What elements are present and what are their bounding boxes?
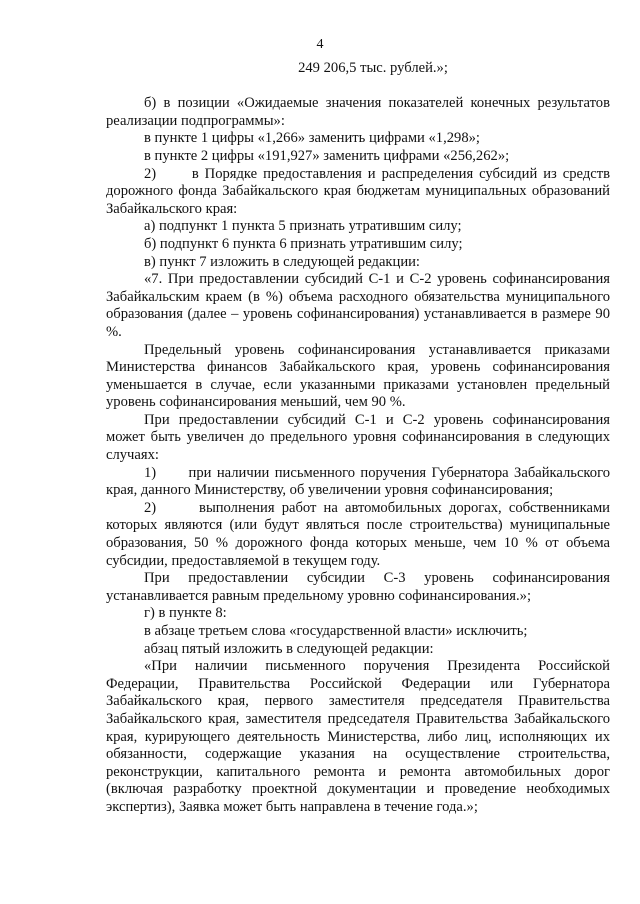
paragraph-b-position: б) в позиции «Ожидаемые значения показателей конечных результатов реализации подпрограммы»: bbox=[106, 95, 610, 129]
paragraph-clause-7: «7. При предоставлении субсидий С-1 и С-2 уровень софинансирования Забайкальским краем (в %) объема расходного обязательства муниципального образования (далее – уровень софинансирования) устанавливается в размере 90 %. bbox=[106, 271, 610, 340]
paragraph-subitem-v: в) пункт 7 изложить в следующей редакции: bbox=[144, 253, 420, 270]
paragraph-amount: 249 206,5 тыс. рублей.»; bbox=[298, 60, 448, 76]
paragraph-subitem-b: б) подпункт 6 пункта 6 признать утратившим силу; bbox=[144, 235, 463, 252]
paragraph-subitem-a: а) подпункт 1 пункта 5 признать утратившим силу; bbox=[144, 218, 462, 235]
paragraph-fifth-abzac: абзац пятый изложить в следующей редакции: bbox=[144, 640, 434, 657]
paragraph-limit-level: Предельный уровень софинансирования устанавливается приказами Министерства финансов Забайкальского края, уровень софинансирования уменьшается в случае, если указанными приказами установлен предельный уровень софинансирования меньший, чем 90 %. bbox=[106, 341, 610, 411]
paragraph-case-2: 2) выполнения работ на автомобильных дорогах, собственниками которых являются (или будут являться после строительства) муниципальные образования, 50 % дорожного фонда которых меньше, чем 10 % от объема субсидии, предоставляемой в текущем году. bbox=[106, 499, 610, 569]
paragraph-item-2-order: 2) в Порядке предоставления и распределения субсидий из средств дорожного фонда Забайкальского края бюджетам муниципальных образований Забайкальского края: bbox=[106, 165, 610, 217]
paragraph-subsidy-c3: При предоставлении субсидии С-3 уровень софинансирования устанавливается равным предельному уровню софинансирования.»; bbox=[106, 570, 610, 604]
page-number: 4 bbox=[316, 37, 324, 52]
paragraph-point-1: в пункте 1 цифры «1,266» заменить цифрами «1,298»; bbox=[144, 130, 480, 147]
paragraph-increase-cases: При предоставлении субсидий С-1 и С-2 уровень софинансирования может быть увеличен до предельного уровня софинансирования в следующих случаях: bbox=[106, 411, 610, 464]
document-body bbox=[106, 60, 610, 817]
paragraph-case-1: 1) при наличии письменного поручения Губернатора Забайкальского края, данного Министерству, об увеличении уровня софинансирования; bbox=[106, 464, 610, 499]
paragraph-new-fifth-abzac: «При наличии письменного поручения Президента Российской Федерации, Правительства Российской Федерации или Губернатора Забайкальского края, первого заместителя председателя Правительства Забайкальского края, заместителя председателя Правительства Забайкальского края, курирующего деятельность Министерства, либо лиц, исполняющих их обязанности, содержащие указания на осуществление строительства, реконструкции, капитального ремонта и ремонта автомобильных дорог (включая разработку проектной документации и проведение необходимых экспертиз), Заявка может быть направлена в течение года.»; bbox=[106, 658, 610, 815]
paragraph-point-2: в пункте 2 цифры «191,927» заменить цифрами «256,262»; bbox=[144, 147, 510, 164]
paragraph-subitem-g: г) в пункте 8: bbox=[144, 605, 227, 622]
paragraph-third-abzac: в абзаце третьем слова «государственной власти» исключить; bbox=[144, 623, 528, 639]
